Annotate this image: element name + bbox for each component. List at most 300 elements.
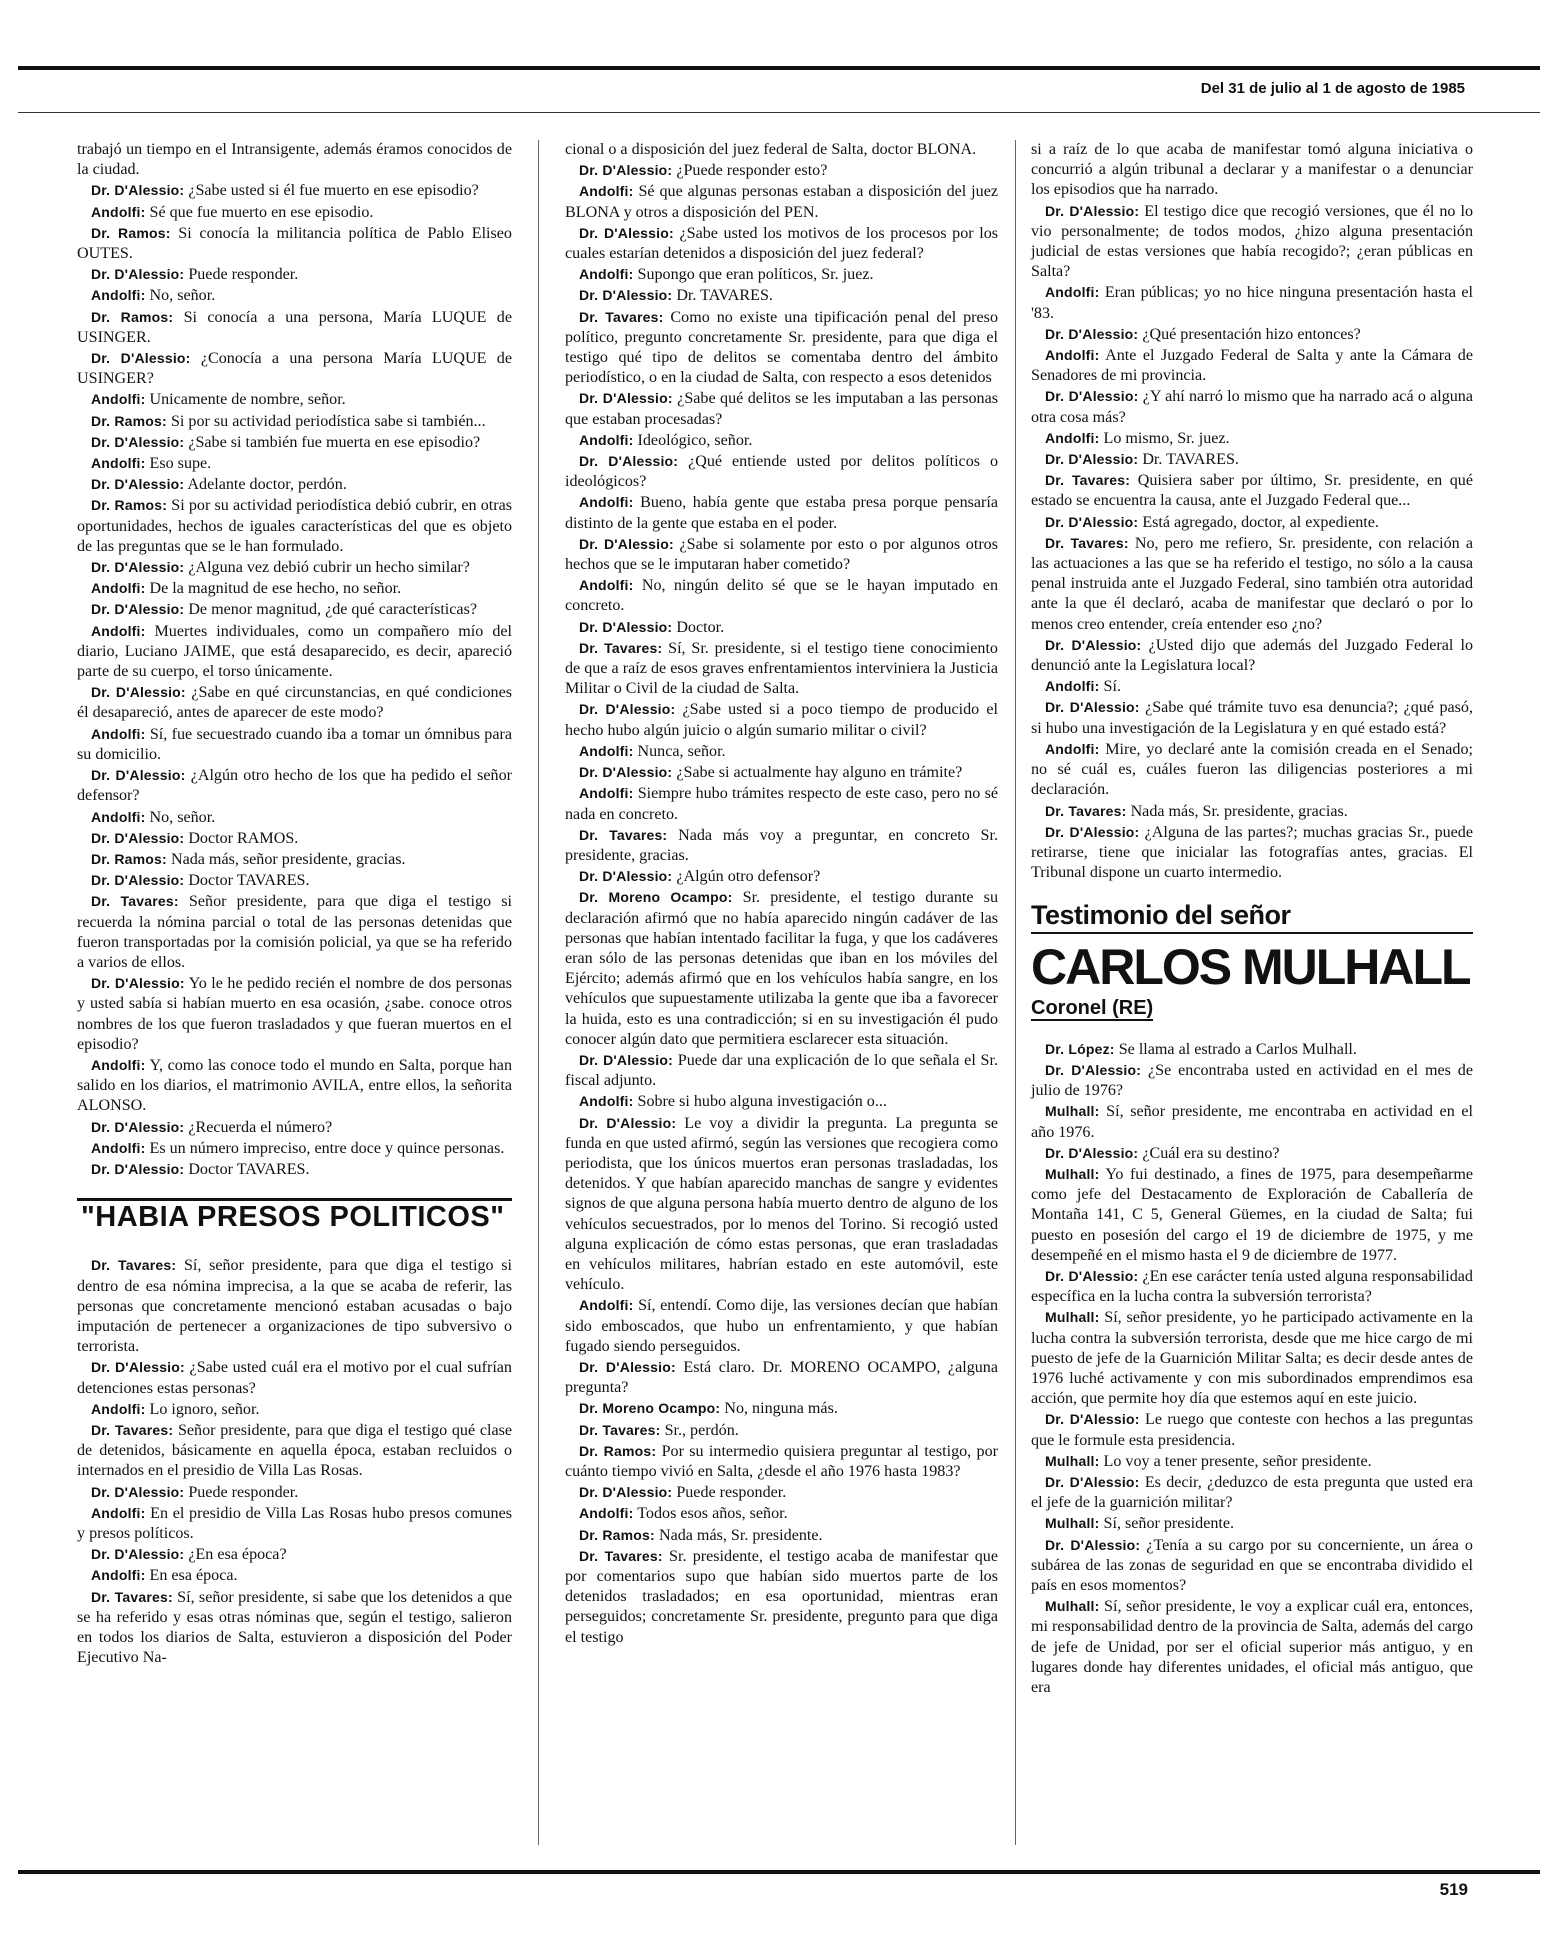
dialogue-line [1031,533,1473,635]
dialogue-line [77,453,512,474]
dialogue-text: ¿Conocía a una persona María LUQUE de USINGER? [77,350,512,388]
dialogue-text: ¿Sabe en qué circunstancias, en qué condiciones él desapareció, antes de aparecer de este modo? [77,684,512,722]
dialogue-text: Yo fui destinado, a fines de 1975, para desempeñarme como jefe del Destacamento de Exploración de Caballería de Montaña 141, C 5, General Güemes, en la ciudad de Salta; fui puesto en posesión del cargo el 19 de diciembre de 1975, y me desempeñé en el mismo hasta el 9 de diciembre de 1977. [1031,1165,1473,1264]
dialogue-text: ¿Algún otro defensor? [676,868,821,886]
dialogue-text: ¿Sabe usted si a poco tiempo de producido el hecho hubo algún juicio o algún sumario militar o civil? [565,701,998,739]
speaker-label: Andolfi: [91,1400,146,1417]
speaker-label: Andolfi: [579,431,634,448]
dialogue-text: Es decir, ¿deduzco de esta pregunta que usted era el jefe de la guarnición militar? [1031,1473,1473,1512]
dialogue-text: Bueno, había gente que estaba presa porque pensaría distinto de la gente que estaba en el poder. [565,494,998,532]
speaker-label: Dr. D'Alessio: [579,535,674,552]
dialogue-line [1031,324,1473,345]
dialogue-text: Le ruego que conteste con hechos a las preguntas que le formule esta presidencia. [1031,1411,1473,1449]
dialogue-text: Sr. presidente, el testigo acaba de manifestar que por comentarios supo que habían sido muertos parte de los detenidos trasladados; en esa oportunidad, mientras eran perseguidos; concretamente Sr. presidente, pregunto para que diga el testigo [565,1547,998,1646]
dialogue-text: De la magnitud de ese hecho, no señor. [149,580,402,598]
speaker-label: Mulhall: [1045,1515,1100,1532]
dialogue-line [77,1055,512,1117]
dialogue-line [77,765,512,806]
dialogue-line [565,285,998,306]
dialogue-text: Nada más, señor presidente, gracias. [170,850,406,868]
speaker-label: Andolfi: [91,808,146,825]
speaker-label: Dr. D'Alessio: [91,1160,185,1177]
dialogue-line [565,1050,998,1091]
dialogue-line [77,849,512,870]
speaker-label: Dr. D'Alessio: [91,601,185,618]
dialogue-text: ¿Algún otro hecho de los que ha pedido el señor defensor? [77,767,512,805]
speaker-label: Andolfi: [579,785,634,802]
dialogue-line [565,575,998,616]
speaker-label: Dr. D'Alessio: [1045,636,1142,653]
speaker-label: Mulhall: [1045,1103,1100,1120]
dialogue-line [1031,140,1473,201]
dialogue-line [77,870,512,891]
dialogue-text: Unicamente de nombre, señor. [149,391,346,409]
dialogue-text: trabajó un tiempo en el Intransigente, además éramos conocidos de la ciudad. [77,141,512,179]
dialogue-text: ¿En esa época? [188,1546,287,1564]
column-2 [565,140,998,1648]
speaker-label: Dr. Tavares: [1045,534,1129,551]
dialogue-line [77,495,512,557]
dialogue-line [565,1546,998,1648]
dialogue-text: Muertes individuales, como un compañero mío del diario, Luciano JAIME, que está desaparecido, es decir, apareció parte de su cuerpo, el torso únicamente. [77,622,512,681]
speaker-label: Dr. D'Alessio: [91,1483,185,1500]
speaker-label: Andolfi: [91,391,146,408]
dialogue-line [565,887,998,1050]
dialogue-line [565,492,998,533]
speaker-label: Dr. D'Alessio: [1045,513,1139,530]
dialogue-text: Mire, yo declaré ante la comisión creada en el Senado; no sé cuál es, cuáles fueron las diligencias posteriores a mi declaración. [1031,740,1473,799]
dialogue-text: Sí, señor presidente, para que diga el testigo si dentro de esa nómina imprecisa, a la que se acaba de referir, las personas que concretamente mencionó estaban acusadas o bajo imputación de pertenecer a organizaciones de tipo subversivo o terrorista. [77,1257,512,1356]
speaker-label: Dr. Ramos: [579,1442,657,1459]
dialogue-text: Puede responder. [676,1484,787,1502]
speaker-label: Dr. D'Alessio: [1045,1144,1139,1161]
dialogue-text: ¿Sabe si actualmente hay alguno en trámite? [676,764,963,782]
dialogue-text: Sí, fue secuestrado cuando iba a tomar un ómnibus para su domicilio. [77,725,512,763]
dialogue-line [565,783,998,824]
dialogue-text: Sr. presidente, el testigo durante su declaración afirmó que no había aparecido ningún cadáver de las personas que habían intentado facilitar la fuga, y que los cadáveres eran sólo de las personas detenidas que iban en los móviles del Ejército; además afirmó que en los vehículos había sangre, en los vehículos que supuestamente utilizaba la gente que iba a favorecer la huida, esto es una contradicción; si en su investigación él pudo conocer algún dato que permitiera esclarecer esta situación. [565,889,998,1048]
speaker-label: Dr. D'Alessio: [91,559,185,576]
speaker-label: Dr. D'Alessio: [91,829,185,846]
dialogue-line [1031,1164,1473,1266]
dialogue-line [77,180,512,201]
dialogue-line [77,432,512,453]
dialogue-text: Es un número impreciso, entre doce y quince personas. [149,1139,505,1157]
dialogue-text: Como no existe una tipificación penal del preso político, pregunto concretamente Sr. presidente, para que diga el testigo qué tipo de delitos se comentaba dentro del ámbito periodístico, o en la ciudad de Salta, con respecto a esos detenidos [565,308,998,387]
dialogue-line [565,866,998,887]
page-number: 519 [1439,1880,1468,1899]
speaker-label: Andolfi: [579,266,634,283]
dialogue-line [565,1503,998,1524]
speaker-label: Dr. D'Alessio: [579,868,673,885]
dialogue-line [565,825,998,866]
dialogue-text: Todos esos años, señor. [637,1505,788,1523]
testimony-rule [1031,932,1473,934]
speaker-label: Dr. D'Alessio: [1045,325,1139,342]
dialogue-line [565,264,998,285]
dialogue-text: Doctor RAMOS. [188,829,299,847]
dialogue-line [77,389,512,410]
dialogue-line [77,1159,512,1180]
speaker-label: Dr. D'Alessio: [91,1546,185,1563]
dialogue-text: ¿Sabe qué trámite tuvo esa denuncia?; ¿qué pasó, si hubo una investigación de la Legislatura y en qué estado está? [1031,699,1473,737]
speaker-label: Andolfi: [1045,678,1100,695]
dialogue-line [1031,1451,1473,1472]
dialogue-text: Doctor TAVARES. [188,872,310,890]
dialogue-line [565,1357,998,1398]
dialogue-text: Sobre si hubo alguna investigación o... [637,1093,887,1111]
dialogue-line [565,160,998,181]
speaker-label: Mulhall: [1045,1452,1100,1469]
testimony-heading: Testimonio del señor [1031,900,1291,931]
dialogue-text: ¿Sabe si solamente por esto o por algunos otros hechos que se le imputaran haber cometido? [565,535,998,574]
header-rule [18,112,1540,113]
dialogue-text: si a raíz de lo que acaba de manifestar tomó alguna iniciativa o concurrió a algún tribunal a declarar y a manifestar o a denunciar los episodios que ha narrado. [1031,141,1473,199]
dialogue-line [77,1587,512,1669]
speaker-label: Dr. Ramos: [91,497,168,514]
dialogue-text: ¿Qué entiende usted por delitos políticos o ideológicos? [565,453,998,491]
speaker-label: Dr. D'Alessio: [91,433,185,450]
speaker-label: Dr. Tavares: [1045,802,1127,819]
dialogue-text: En el presidio de Villa Las Rosas hubo presos comunes y presos políticos. [77,1504,512,1542]
dialogue-line [1031,1472,1473,1513]
speaker-label: Dr. D'Alessio: [1045,202,1140,219]
dialogue-line [1031,345,1473,386]
dialogue-text: No, ninguna más. [724,1400,838,1418]
speaker-label: Mulhall: [1045,1309,1100,1326]
dialogue-text: Sé que algunas personas estaban a disposición del juez BLONA y otros a disposición del PEN. [565,183,998,221]
speaker-label: Dr. Tavares: [1045,472,1131,489]
dialogue-line [77,264,512,285]
dialogue-text: Quisiera saber por último, Sr. presidente, en qué estado se encuentra la causa, ante el Juzgado Federal que... [1031,472,1473,510]
dialogue-text: Doctor TAVARES. [188,1160,310,1178]
speaker-label: Dr. D'Alessio: [1045,1536,1141,1553]
dialogue-text: Lo voy a tener presente, señor presidente. [1103,1452,1372,1470]
dialogue-text: Sí, señor presidente, yo he participado activamente en la lucha contra la subversión terrorista, desde que me hice cargo de mi puesto de jefe de la Guarnición Militar Salta; es decir desde antes de 1976 luché activamente y con mis subordinados emprendimos esa acción, que permite hoy día que estemos aquí en este juicio. [1031,1309,1473,1408]
dialogue-line [77,223,512,264]
column-divider [1015,140,1016,1845]
dialogue-line [1031,1307,1473,1409]
dialogue-line [1031,1101,1473,1142]
dialogue-line [77,1503,512,1544]
dialogue-line [1031,1143,1473,1164]
speaker-label: Andolfi: [1045,429,1100,446]
speaker-label: Andolfi: [579,183,634,200]
speaker-label: Andolfi: [91,622,146,639]
dialogue-text: ¿Recuerda el número? [188,1118,333,1136]
dialogue-text: ¿Y ahí narró lo mismo que ha narrado acá o alguna otra cosa más? [1031,388,1473,426]
dialogue-text: Si conocía la militancia política de Pablo Eliseo OUTES. [77,224,512,263]
dialogue-text: Sr., perdón. [664,1421,739,1439]
speaker-label: Andolfi: [91,1567,146,1584]
speaker-label: Andolfi: [1045,740,1100,757]
speaker-label: Dr. D'Alessio: [91,182,185,199]
dialogue-text: Sí, Sr. presidente, si el testigo tiene conocimiento de que a raíz de esos graves enfrentamientos interviniera la Justicia Militar o Civil de la ciudad de Salta. [565,639,998,698]
dialogue-text: Sí, entendí. Como dije, las versiones decían que habían sido emboscados, que hubo un enfrentamiento, y que habían fugado siendo perseguidos. [565,1297,998,1355]
dialogue-line [77,1117,512,1138]
dialogue-line [565,1482,998,1503]
dialogue-line [77,1255,512,1357]
dialogue-line [77,1420,512,1482]
column-1-dialogue-continued [77,1255,512,1668]
speaker-label: Dr. D'Alessio: [579,1051,673,1068]
speaker-label: Dr. D'Alessio: [579,224,674,241]
dialogue-line [565,534,998,575]
column-divider [538,140,539,1845]
dialogue-line [565,1113,998,1296]
dialogue-text: Sí, señor presidente, le voy a explicar cuál era, entonces, mi responsabilidad dentro de la provincia de Salta, además del cargo de jefe de Unidad, por ser el oficial superior más antiguo, y en lugares donde hay diferentes unidades, el oficial más antiguo, que era [1031,1598,1473,1697]
dialogue-line [77,724,512,765]
dialogue-text: Si conocía a una persona, María LUQUE de USINGER. [77,308,512,346]
speaker-label: Dr. D'Alessio: [91,266,185,283]
testimony-witness-name: CARLOS MULHALL [1031,938,1470,995]
dialogue-line [565,1091,998,1112]
speaker-label: Dr. D'Alessio: [579,1114,677,1131]
speaker-label: Andolfi: [91,287,146,304]
speaker-label: Dr. Tavares: [91,1588,173,1605]
dialogue-text: Lo ignoro, señor. [149,1400,260,1418]
dialogue-text: Y, como las conoce todo el mundo en Salta, porque han salido en los diarios, el matrimonio AVILA, entre ellos, la señorita ALONSO. [77,1056,512,1115]
speaker-label: Mulhall: [1045,1165,1100,1182]
speaker-label: Mulhall: [1045,1598,1100,1615]
dialogue-line [565,638,998,700]
dialogue-line [565,1295,998,1357]
speaker-label: Andolfi: [1045,284,1100,301]
issue-date: Del 31 de julio al 1 de agosto de 1985 [1200,80,1465,97]
speaker-label: Dr. Tavares: [579,308,664,325]
dialogue-line [1031,428,1473,449]
dialogue-text: ¿Puede responder esto? [676,162,828,180]
dialogue-line [77,348,512,389]
dialogue-line [77,557,512,578]
dialogue-line [77,891,512,973]
dialogue-line [77,1482,512,1503]
speaker-label: Dr. Tavares: [579,639,663,656]
speaker-label: Dr. D'Alessio: [579,764,673,781]
dialogue-text: No, ningún delito sé que se le hayan imputado en concreto. [565,577,998,615]
dialogue-line [565,451,998,492]
speaker-label: Dr. D'Alessio: [579,618,673,635]
dialogue-line [77,1357,512,1398]
dialogue-line [565,181,998,222]
speaker-label: Dr. Moreno Ocampo: [579,1400,721,1417]
dialogue-text: Señor presidente, para que diga el testigo qué clase de detenidos, básicamente en aquella época, estaban recluidos o internados en el presidio de Villa Las Rosas. [77,1421,512,1480]
dialogue-line [1031,635,1473,676]
dialogue-line [1031,676,1473,697]
dialogue-line [77,807,512,828]
speaker-label: Dr. Tavares: [91,893,179,910]
dialogue-line [77,621,512,683]
dialogue-line [1031,1039,1473,1060]
dialogue-line [77,285,512,306]
speaker-label: Dr. Tavares: [579,1547,663,1564]
speaker-label: Andolfi: [579,1093,634,1110]
dialogue-line [1031,697,1473,738]
dialogue-line [77,1565,512,1586]
speaker-label: Dr. Tavares: [579,1421,661,1438]
dialogue-text: Puede dar una explicación de lo que señala el Sr. fiscal adjunto. [565,1051,998,1090]
dialogue-line [77,202,512,223]
dialogue-line [77,140,512,180]
dialogue-text: Siempre hubo trámites respecto de este caso, pero no sé nada en concreto. [565,785,998,823]
speaker-label: Andolfi: [91,203,146,220]
dialogue-line [1031,282,1473,323]
dialogue-text: Está claro. Dr. MORENO OCAMPO, ¿alguna pregunta? [565,1358,998,1397]
speaker-label: Dr. D'Alessio: [1045,823,1140,840]
dialogue-text: ¿Tenía a su cargo por su concerniente, un área o subárea de las zonas de seguridad en que se encontraba dividido el país en esos momentos? [1031,1536,1473,1594]
dialogue-text: ¿Se encontraba usted en actividad en el mes de julio de 1976? [1031,1061,1473,1100]
dialogue-text: Sí, señor presidente, si sabe que los detenidos a que se ha referido y esas otras nóminas que, según el testigo, salieron en todos los diarios de Salta, estuvieron a disposición del Poder Ejecutivo Na- [77,1588,512,1667]
dialogue-text: El testigo dice que recogió versiones, que él no lo vio personalmente; de todos modos, ¿hizo alguna presentación judicial de estas versiones que había recogido?; ¿eran públicas en Salta? [1031,202,1473,281]
dialogue-line [77,411,512,432]
speaker-label: Andolfi: [579,742,634,759]
dialogue-text: Puede responder. [188,266,299,284]
speaker-label: Dr. D'Alessio: [579,390,673,407]
dialogue-text: ¿Sabe usted si él fue muerto en ese episodio? [188,182,479,200]
dialogue-line [77,973,512,1055]
speaker-label: Dr. D'Alessio: [579,162,673,179]
dialogue-text: Sí. [1103,678,1121,696]
dialogue-text: ¿Sabe usted cuál era el motivo por el cual sufrían detenciones estas personas? [77,1359,512,1397]
speaker-label: Dr. D'Alessio: [91,872,185,889]
dialogue-text: Supongo que eran políticos, Sr. juez. [637,266,874,284]
speaker-label: Dr. D'Alessio: [1045,388,1139,405]
speaker-label: Dr. Ramos: [579,1526,655,1543]
speaker-label: Dr. Ramos: [91,412,167,429]
speaker-label: Andolfi: [1045,347,1100,364]
dialogue-text: Sé que fue muerto en ese episodio. [149,203,374,221]
dialogue-line [1031,1535,1473,1597]
speaker-label: Dr. D'Alessio: [1045,1473,1140,1490]
speaker-label: Dr. D'Alessio: [91,684,186,701]
dialogue-line [77,474,512,495]
speaker-label: Dr. D'Alessio: [91,975,185,992]
dialogue-line [565,762,998,783]
dialogue-line [565,699,998,740]
speaker-label: Dr. D'Alessio: [579,1358,676,1375]
dialogue-text: ¿Sabe qué delitos se les imputaban a las personas que estaban procesadas? [565,390,998,428]
speaker-label: Dr. D'Alessio: [579,453,679,470]
dialogue-text: De menor magnitud, ¿de qué características? [188,601,477,619]
column-3-dialogue-continued [1031,1039,1473,1699]
speaker-label: Dr. Tavares: [91,1257,177,1274]
speaker-label: Andolfi: [91,1056,146,1073]
speaker-label: Dr. D'Alessio: [1045,1411,1140,1428]
speaker-label: Andolfi: [91,580,146,597]
column-2-dialogue [565,140,998,1648]
dialogue-line [565,388,998,429]
column-1-dialogue [77,140,512,1180]
speaker-label: Andolfi: [91,455,146,472]
testimony-witness-rank: Coronel (RE) [1031,998,1153,1021]
dialogue-text: Ideológico, señor. [637,431,753,449]
speaker-label: Dr. D'Alessio: [91,350,191,367]
dialogue-line [1031,512,1473,533]
dialogue-line [565,223,998,264]
dialogue-line [1031,1596,1473,1698]
dialogue-line [1031,822,1473,884]
speaker-label: Dr. Ramos: [91,308,174,325]
dialogue-line [565,617,998,638]
dialogue-line [1031,801,1473,822]
dialogue-line [77,578,512,599]
dialogue-line [77,828,512,849]
dialogue-text: Lo mismo, Sr. juez. [1103,429,1230,447]
dialogue-text: Dr. TAVARES. [676,287,773,305]
dialogue-text: No, señor. [149,287,216,305]
dialogue-text: Si por su actividad periodística sabe si también... [170,412,486,430]
dialogue-text: Puede responder. [188,1483,299,1501]
dialogue-text: ¿Sabe usted los motivos de los procesos por los cuales estarían detenidos a disposición del juez federal? [565,224,998,263]
dialogue-text: Está agregado, doctor, al expediente. [1142,513,1379,531]
dialogue-text: Sí, señor presidente. [1103,1515,1235,1533]
dialogue-line [1031,1409,1473,1450]
dialogue-text: No, pero me refiero, Sr. presidente, con relación a las actuaciones a las que se ha referido el testigo, no sólo a la causa penal instruida ante el Juzgado Federal, sino también otra autoridad ante la que él declaró, acaba de manifestar que declaró o por lo menos creo entender, creía entender eso ¿no? [1031,534,1473,633]
speaker-label: Dr. D'Alessio: [579,701,676,718]
speaker-label: Andolfi: [579,494,634,511]
dialogue-line [1031,1060,1473,1101]
speaker-label: Dr. D'Alessio: [91,767,186,784]
dialogue-text: ¿Cuál era su destino? [1142,1144,1280,1162]
column-1 [77,140,512,1668]
dialogue-line [77,1138,512,1159]
dialogue-line [77,682,512,723]
speaker-label: Dr. D'Alessio: [1045,699,1140,716]
speaker-label: Andolfi: [91,1504,146,1521]
speaker-label: Dr. Moreno Ocampo: [579,889,733,906]
dialogue-text: Sí, señor presidente, me encontraba en actividad en el año 1976. [1031,1103,1473,1141]
speaker-label: Andolfi: [579,1505,634,1522]
dialogue-text: ¿Usted dijo que además del Juzgado Federal lo denunció ante la Legislatura local? [1031,636,1473,675]
dialogue-line [1031,1266,1473,1307]
dialogue-text: Nada más voy a preguntar, en concreto Sr. presidente, gracias. [565,826,998,864]
dialogue-text: Se llama al estrado a Carlos Mulhall. [1118,1040,1357,1058]
dialogue-text: Por su intermedio quisiera preguntar al testigo, por cuánto tiempo vivió en Salta, ¿desde el año 1976 hasta 1983? [565,1442,998,1480]
dialogue-text: Eso supe. [149,455,212,473]
speaker-label: Dr. D'Alessio: [579,287,673,304]
speaker-label: Dr. D'Alessio: [91,1359,185,1376]
dialogue-text: Si por su actividad periodística debió cubrir, en otras oportunidades, hechos de iguales características del que es objeto de las preguntas que se le han formulado. [77,497,512,555]
dialogue-text: Adelante doctor, perdón. [187,476,347,494]
dialogue-text: ¿Sabe si también fue muerta en ese episodio? [188,433,481,451]
dialogue-text: Nada más, Sr. presidente, gracias. [1130,802,1348,820]
dialogue-text: ¿En ese carácter tenía usted alguna responsabilidad específica en la lucha contra la subversión terrorista? [1031,1267,1473,1306]
dialogue-text: ¿Qué presentación hizo entonces? [1142,325,1361,343]
dialogue-line [565,1398,998,1419]
dialogue-line [565,1420,998,1441]
speaker-label: Andolfi: [91,725,146,742]
speaker-label: Dr. Tavares: [91,1421,174,1438]
dialogue-line [77,307,512,348]
dialogue-line [565,741,998,762]
speaker-label: Dr. Tavares: [579,826,668,843]
dialogue-text: cional o a disposición del juez federal de Salta, doctor BLONA. [565,141,977,158]
column-3-dialogue [1031,140,1473,883]
speaker-label: Dr. Ramos: [91,850,167,867]
dialogue-text: Dr. TAVARES. [1142,451,1239,469]
dialogue-text: Señor presidente, para que diga el testigo si recuerda la nómina parcial o total de las personas detenidas que fueron transportadas por la comisión policial, ya que se ha referido a varios de ellos. [77,893,512,971]
speaker-label: Dr. D'Alessio: [91,1118,185,1135]
dialogue-line [565,1525,998,1546]
speaker-label: Andolfi: [579,1297,634,1314]
dialogue-line [77,599,512,620]
dialogue-line [1031,386,1473,427]
speaker-label: Dr. D'Alessio: [1045,1267,1139,1284]
dialogue-line [1031,201,1473,283]
dialogue-line [1031,449,1473,470]
dialogue-text: En esa época. [149,1567,238,1585]
speaker-label: Dr. López: [1045,1040,1115,1057]
dialogue-line [565,140,998,160]
